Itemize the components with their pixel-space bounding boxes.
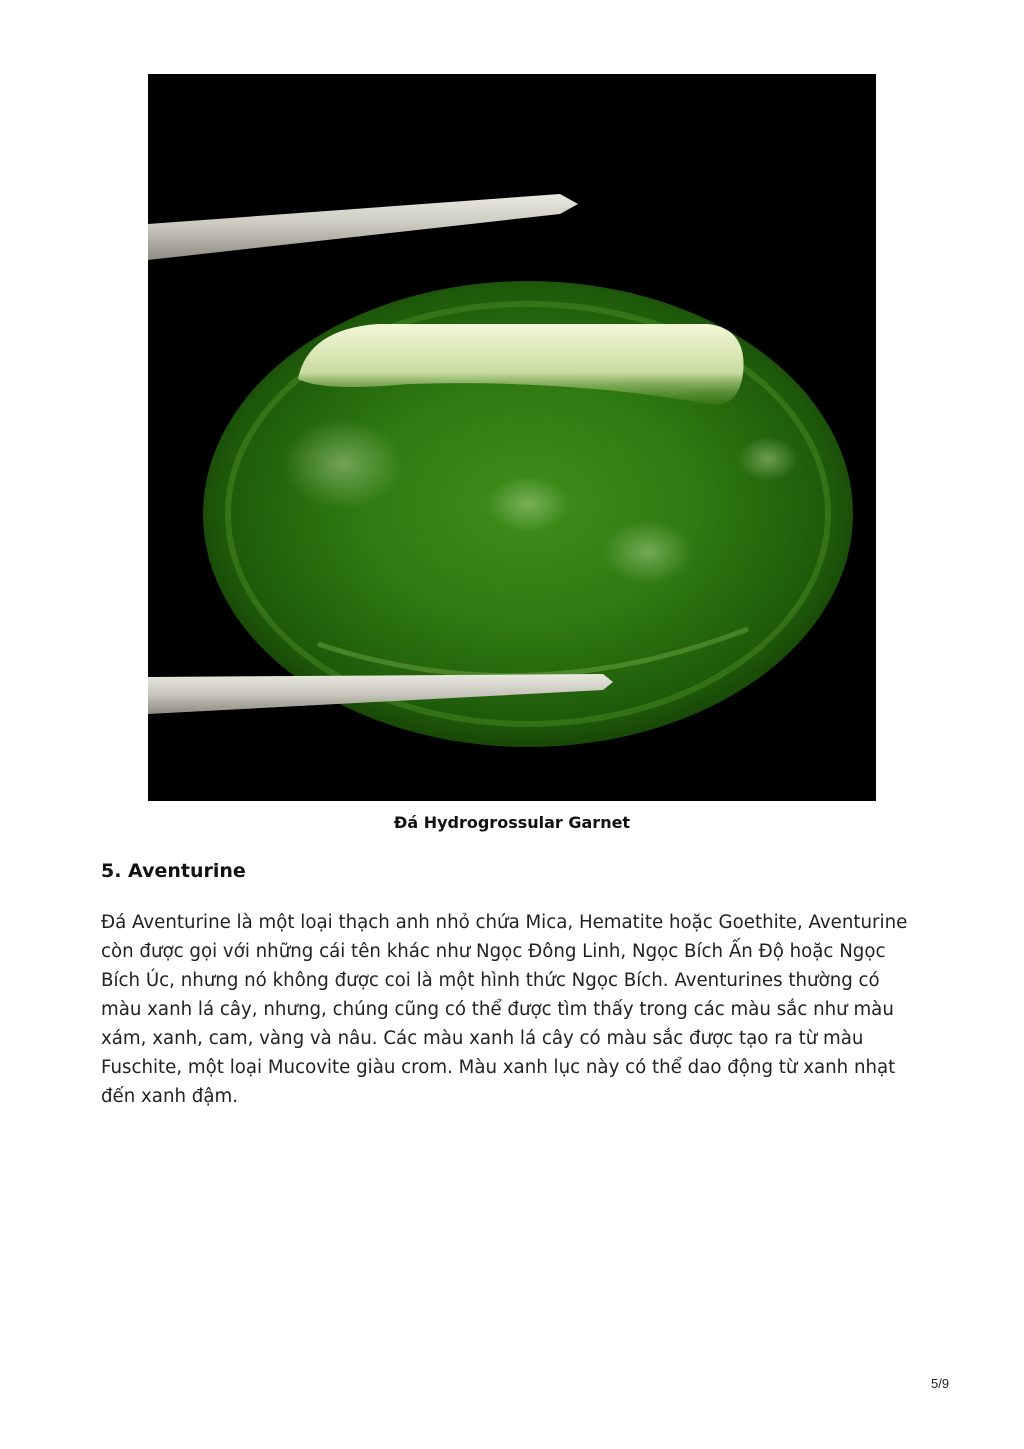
figure-caption: Đá Hydrogrossular Garnet <box>393 813 631 832</box>
section-paragraph: Đá Aventurine là một loại thạch anh nhỏ chứa Mica, Hematite hoặc Goethite, Aventurine còn được gọi với những cái tên khác như Ngọc Đông Linh, Ngọc Bích Ấn Độ hoặc Ngọc Bích Úc, nhưng nó không được coi là một hình thức Ngọc Bích. Aventurines thường có màu xanh lá cây, nhưng, chúng cũng có thể được tìm thấy trong các màu sắc như màu xám, xanh, cam, vàng và nâu. Các màu xanh lá cây có màu sắc được tạo ra từ màu Fuschite, một loại Mucovite giàu crom. Màu xanh lục này có thể dao động từ xanh nhạt đến xanh đậm. <box>101 912 908 1107</box>
page-number: 5/9 <box>931 1376 950 1391</box>
gem-photo <box>148 74 876 801</box>
gem-illustration <box>148 74 876 801</box>
section-heading: 5. Aventurine <box>101 860 246 882</box>
